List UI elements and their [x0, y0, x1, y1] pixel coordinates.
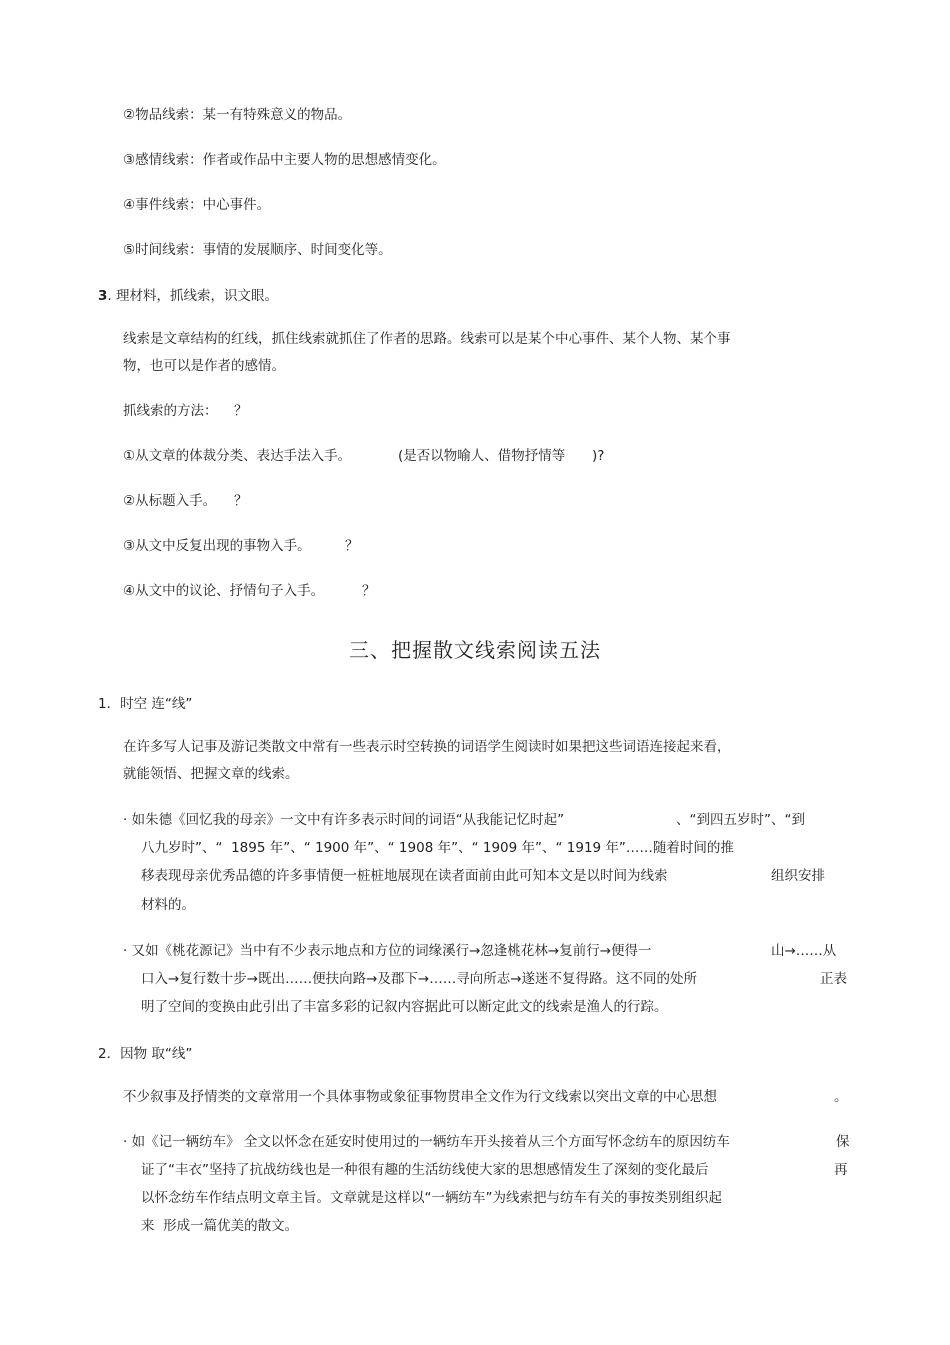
item-2-para-a: 不少叙事及抒情类的文章常用一个具体事物或象征事物贯串全文作为行文线索以突出文章的中心思想: [123, 1089, 717, 1105]
method-label: 抓线索的方法：: [123, 403, 218, 419]
item-2-bullet-1-line-1a: · 如《记一辆纺车》 全文以怀念在延安时使用过的一辆纺车开头接着从三个方面写怀念纺车的原因纺车: [123, 1134, 730, 1150]
section-3-title: . 理材料，抓线索，识文眼。: [107, 288, 278, 304]
method-4-mark: ？: [362, 583, 376, 599]
item-2-bullet-1-line-4: 来 形成一篇优美的散文。: [141, 1218, 299, 1234]
method-4: ④从文中的议论、抒情句子入手。: [123, 583, 325, 599]
item-2-bullet-1-line-2a: 证了“丰衣”坚持了抗战纺线也是一种很有趣的生活纺线使大家的思想感情发生了深刻的变化最后: [141, 1162, 709, 1178]
section-3-para-line-2: 物，也可以是作者的感情。: [123, 358, 285, 374]
item-2-bullet-1-line-2b: 再: [834, 1162, 848, 1178]
section-3-para-line-1: 线索是文章结构的红线，抓住线索就抓住了作者的思路。线索可以是某个中心事件、某个人物、某个事: [123, 331, 731, 347]
item-1-bullet-1-line-1b: 、“到四五岁时”、“到: [676, 812, 805, 828]
item-1-bullet-2-line-2a: 口入→复行数十步→既出……便扶向路→及郡下→……寻向所志→遂迷不复得路。这不同的处所: [141, 971, 698, 987]
list-item-time: ⑤时间线索：事情的发展顺序、时间变化等。: [123, 242, 392, 258]
section-3-heading: [98, 286, 278, 306]
item-1-bullet-1-line-2: 八九岁时”、“ 1895 年”、“ 1900 年”、“ 1908 年”、“ 1909 年”、“ 1919 年”……随着时间的推: [141, 840, 734, 856]
method-1-note: (是否以物喻人、借物抒情等: [398, 448, 566, 464]
item-1-para-line-1: 在许多写人记事及游记类散文中常有一些表示时空转换的词语学生阅读时如果把这些词语连接起来看，: [123, 739, 731, 755]
method-1-tail: )?: [592, 448, 605, 464]
method-mark: ？: [234, 403, 248, 419]
item-2-title: 2．因物 取“线”: [98, 1046, 193, 1062]
list-item-emotion: ③感情线索：作者或作品中主要人物的思想感情变化。: [123, 152, 446, 168]
method-3-mark: ？: [345, 538, 359, 554]
item-1-bullet-2-line-2b: 正表: [820, 971, 847, 987]
method-1: ①从文章的体裁分类、表达手法入手。: [123, 448, 352, 464]
section-heading: 三、把握散文线索阅读五法: [349, 638, 601, 662]
item-1-para-line-2: 就能领悟、把握文章的线索。: [123, 766, 299, 782]
section-3-number: 3: [98, 288, 108, 304]
item-1-bullet-1-line-4: 材料的。: [141, 897, 195, 913]
item-1-bullet-2-line-3: 明了空间的变换由此引出了丰富多彩的记叙内容据此可以断定此文的线索是渔人的行踪。: [141, 999, 668, 1015]
method-3: ③从文中反复出现的事物入手。: [123, 538, 311, 554]
item-1-bullet-2-line-1a: · 又如《桃花源记》当中有不少表示地点和方位的词缘溪行→忽逢桃花林→复前行→便得一: [123, 943, 652, 959]
list-item-objects: ②物品线索：某一有特殊意义的物品。: [123, 107, 352, 123]
item-2-bullet-1-line-1b: 保: [836, 1134, 850, 1150]
item-1-bullet-1-line-3a: 移表现母亲优秀品德的许多事情便一桩桩地展现在读者面前由此可知本文是以时间为线索: [141, 868, 668, 884]
list-item-event: ④事件线索：中心事件。: [123, 197, 271, 213]
item-1-bullet-2-line-1b: 山→……从: [771, 943, 837, 959]
item-1-bullet-1-line-1a: · 如朱德《回忆我的母亲》一文中有许多表示时间的词语“从我能记忆时起”: [123, 812, 565, 828]
item-1-title: 1．时空 连“线”: [98, 696, 193, 712]
item-1-bullet-1-line-3b: 组织安排: [771, 868, 825, 884]
method-2: ②从标题入手。: [123, 493, 217, 509]
item-2-para-b: 。: [834, 1089, 848, 1105]
method-2-mark: ？: [234, 493, 248, 509]
item-2-bullet-1-line-3: 以怀念纺车作结点明文章主旨。文章就是这样以“一辆纺车”为线索把与纺车有关的事按类别组织起: [141, 1190, 722, 1206]
